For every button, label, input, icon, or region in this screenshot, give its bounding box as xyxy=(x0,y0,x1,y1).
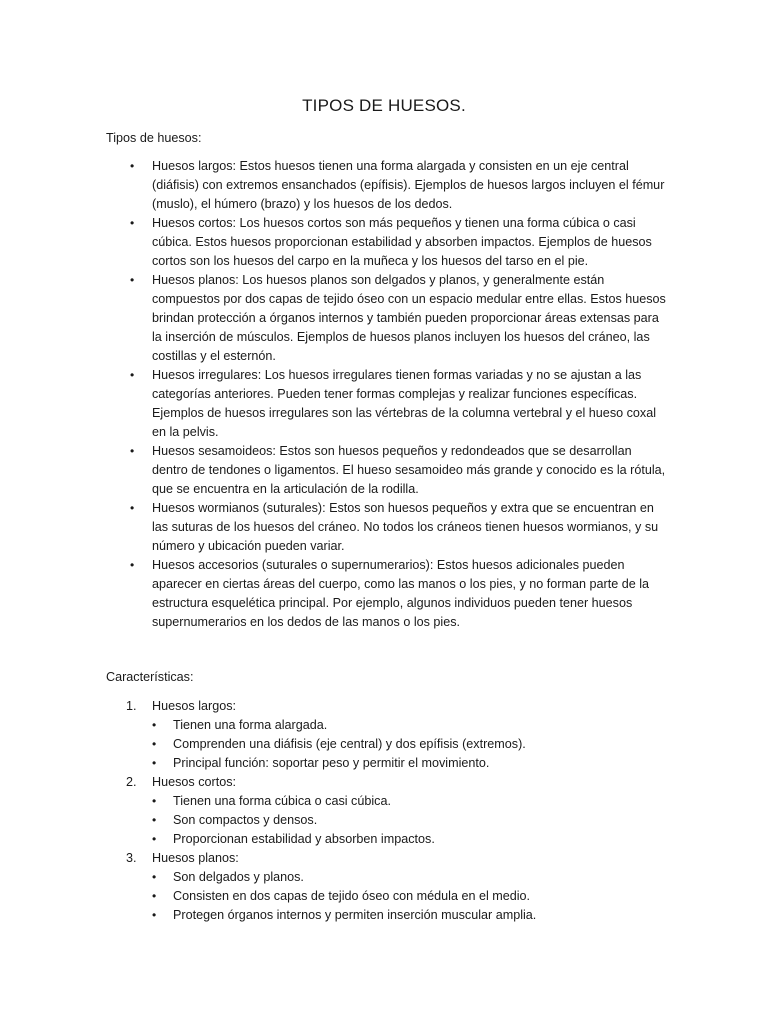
characteristic-group xyxy=(106,773,666,849)
characteristic-name: Huesos largos: xyxy=(152,699,236,713)
bullet-icon: • xyxy=(130,273,135,287)
list-item xyxy=(152,887,666,906)
characteristic-point: Principal función: soportar peso y permitir el movimiento. xyxy=(173,756,490,770)
list-item xyxy=(106,556,666,632)
characteristic-point: Comprenden una diáfisis (eje central) y dos epífisis (extremos). xyxy=(173,737,526,751)
bone-type-text: Huesos irregulares: Los huesos irregulares tienen formas variadas y no se ajustan a las categorías anteriores. Pueden tener formas complejas y realizar funciones específicas. Ejemplos de huesos irregulares son las vértebras de la columna vertebral y el hueso coxal en la pelvis. xyxy=(152,368,657,439)
characteristics-list xyxy=(106,697,666,925)
item-number: 2. xyxy=(126,775,137,789)
bullet-icon: • xyxy=(130,444,135,458)
bone-type-text: Huesos largos: Estos huesos tienen una forma alargada y consisten en un eje central (diáfisis) con extremos ensanchados (epífisis). Ejemplos de huesos largos incluyen el fémur (muslo), el húmero (brazo) y los huesos de los dedos. xyxy=(152,159,665,211)
list-item xyxy=(152,906,666,925)
list-item xyxy=(152,868,666,887)
characteristic-name: Huesos planos: xyxy=(152,851,239,865)
bone-types-list xyxy=(106,157,666,632)
bullet-icon: • xyxy=(152,794,157,808)
bullet-icon: • xyxy=(130,216,135,230)
list-item xyxy=(152,830,666,849)
bullet-icon: • xyxy=(130,368,135,382)
list-item xyxy=(106,366,666,442)
bullet-icon: • xyxy=(152,813,157,827)
bullet-icon: • xyxy=(152,870,157,884)
bone-type-text: Huesos accesorios (suturales o supernumerarios): Estos huesos adicionales pueden aparecer en ciertas áreas del cuerpo, como las manos o los pies, y no forman parte de la estructura esquelética principal. Por ejemplo, algunos individuos pueden tener huesos supernumerarios en los dedos de las manos o los pies. xyxy=(152,558,650,629)
characteristic-points xyxy=(152,792,666,849)
bullet-icon: • xyxy=(130,558,135,572)
bullet-icon: • xyxy=(152,756,157,770)
bullet-icon: • xyxy=(130,159,135,173)
characteristics-section-label: Características: xyxy=(106,670,194,684)
list-item xyxy=(106,214,666,271)
characteristic-point: Proporcionan estabilidad y absorben impactos. xyxy=(173,832,435,846)
bone-type-text: Huesos wormianos (suturales): Estos son huesos pequeños y extra que se encuentran en las suturas de los huesos del cráneo. No todos los cráneos tienen huesos wormianos, y su número y ubicación pueden variar. xyxy=(152,501,659,553)
bullet-icon: • xyxy=(152,832,157,846)
list-item xyxy=(152,716,666,735)
characteristic-group xyxy=(106,697,666,773)
item-number: 3. xyxy=(126,851,137,865)
characteristic-name: Huesos cortos: xyxy=(152,775,236,789)
list-item xyxy=(152,735,666,754)
bone-type-text: Huesos planos: Los huesos planos son delgados y planos, y generalmente están compuestos por dos capas de tejido óseo con un espacio medular entre ellas. Estos huesos brindan protección a órganos internos y también pueden proporcionar áreas extensas para la inserción de músculos. Ejemplos de huesos planos incluyen los huesos del cráneo, las costillas y el esternón. xyxy=(152,273,666,363)
item-number: 1. xyxy=(126,699,137,713)
characteristic-point: Consisten en dos capas de tejido óseo con médula en el medio. xyxy=(173,889,531,903)
list-item xyxy=(106,442,666,499)
types-section-label: Tipos de huesos: xyxy=(106,131,202,145)
characteristic-point: Son delgados y planos. xyxy=(173,870,304,884)
list-item xyxy=(152,811,666,830)
characteristic-point: Tienen una forma alargada. xyxy=(173,718,328,732)
bullet-icon: • xyxy=(152,889,157,903)
bullet-icon: • xyxy=(152,908,157,922)
page-title: TIPOS DE HUESOS. xyxy=(302,96,466,115)
characteristic-point: Protegen órganos internos y permiten inserción muscular amplia. xyxy=(173,908,537,922)
characteristic-group xyxy=(106,849,666,925)
characteristic-points xyxy=(152,868,666,925)
characteristic-point: Son compactos y densos. xyxy=(173,813,318,827)
list-item xyxy=(152,792,666,811)
list-item xyxy=(106,271,666,366)
bone-type-text: Huesos cortos: Los huesos cortos son más pequeños y tienen una forma cúbica o casi cúbica. Estos huesos proporcionan estabilidad y absorben impactos. Ejemplos de huesos cortos son los huesos del carpo en la muñeca y los huesos del tarso en el pie. xyxy=(152,216,652,268)
list-item xyxy=(152,754,666,773)
bullet-icon: • xyxy=(130,501,135,515)
bullet-icon: • xyxy=(152,737,157,751)
list-item xyxy=(106,499,666,556)
bullet-icon: • xyxy=(152,718,157,732)
characteristic-point: Tienen una forma cúbica o casi cúbica. xyxy=(173,794,391,808)
bone-type-text: Huesos sesamoideos: Estos son huesos pequeños y redondeados que se desarrollan dentro de tendones o ligamentos. El hueso sesamoideo más grande y conocido es la rótula, que se encuentra en la articulación de la rodilla. xyxy=(152,444,666,496)
characteristic-points xyxy=(152,716,666,773)
list-item xyxy=(106,157,666,214)
